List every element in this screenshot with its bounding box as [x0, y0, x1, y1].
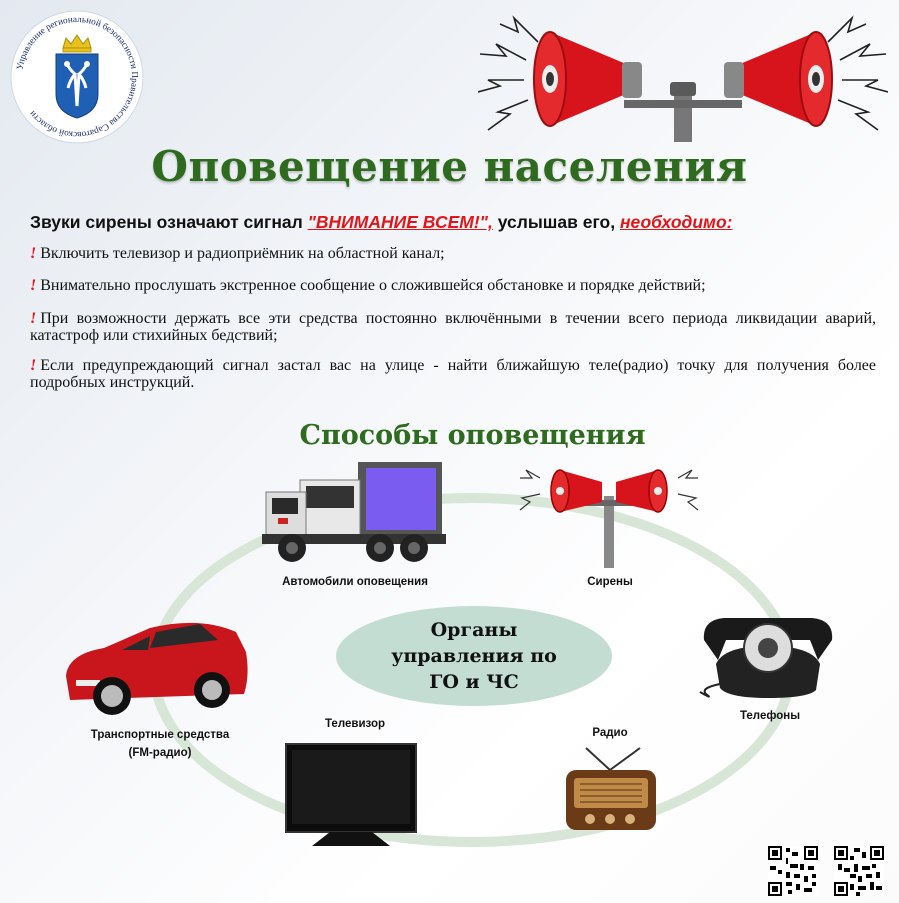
siren-small-icon: [520, 470, 698, 568]
center-authority-oval: [336, 606, 612, 706]
instruction-item: [30, 310, 876, 344]
rotary-phone-icon: [700, 618, 832, 698]
intro-line: [30, 212, 875, 233]
caption-tv: Телевизор: [324, 718, 385, 730]
necessary-text: необходимо:: [619, 212, 733, 232]
intro-text-1: Звуки сирены означают сигнал: [30, 212, 308, 232]
instruction-text: При возможности держать все эти средства постоянно включёнными в течении всего периода ликвидации аварий, катастроф или стихийных бедствий;: [30, 310, 876, 344]
instruction-text: Включить телевизор и радиоприёмник на областной канал;: [40, 245, 445, 262]
radio-icon: [566, 748, 656, 830]
tv-icon: [286, 744, 416, 846]
caption-transport: [65, 726, 255, 762]
exclamation-icon: !: [30, 245, 37, 262]
center-authority-text: Органы управления по ГО и ЧС: [391, 619, 557, 693]
caption-transport-line2: (FM-радио): [128, 747, 192, 759]
intro-text-2: услышав его,: [492, 212, 620, 232]
instruction-item: [30, 245, 876, 262]
saratov-emblem-logo: [8, 8, 146, 146]
instruction-text: Внимательно прослушать экстренное сообщение о сложившейся обстановке и порядке действий;: [40, 277, 706, 294]
truck-icon: [262, 462, 446, 562]
exclamation-icon: !: [30, 310, 37, 327]
caption-phones: Телефоны: [739, 710, 801, 722]
instruction-text: Если предупреждающий сигнал застал вас на улице - найти ближайшую теле(радио) точку для получения более подробных инструкций.: [30, 357, 876, 391]
caption-sirens: Сирены: [587, 576, 633, 588]
exclamation-icon: !: [30, 357, 37, 374]
page-title: Оповещение населения: [151, 142, 748, 191]
caption-radio: Радио: [592, 727, 628, 739]
exclamation-icon: !: [30, 277, 37, 294]
instruction-item: [30, 357, 876, 391]
qr-code-icon[interactable]: [768, 846, 818, 896]
instruction-item: [30, 277, 876, 294]
qr-code-icon[interactable]: [834, 846, 884, 896]
emblem-ring-text: Управление региональной безопасности Правительства Саратовской области: [14, 13, 141, 141]
signal-name: "ВНИМАНИЕ ВСЕМ!",: [307, 212, 493, 232]
sirens-illustration: [478, 8, 888, 148]
methods-heading: Способы оповещения: [299, 420, 646, 451]
caption-vehicles: Автомобили оповещения: [282, 576, 428, 588]
caption-transport-line1: Транспортные средства: [90, 729, 230, 741]
